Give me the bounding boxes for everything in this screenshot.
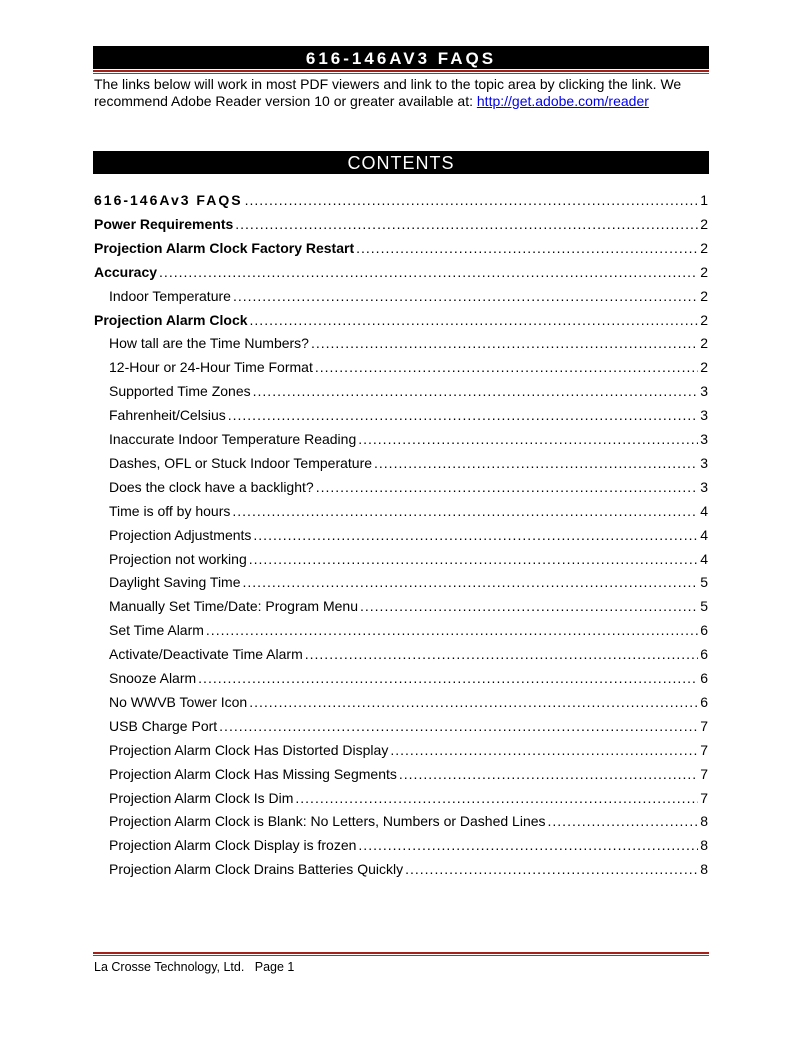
- toc-entry-title: Projection Alarm Clock Factory Restart: [94, 240, 355, 256]
- toc-entry-page: 3: [700, 479, 708, 495]
- toc-entry-title: Projection Alarm Clock Has Distorted Display: [109, 742, 389, 758]
- toc-entry[interactable]: [94, 262, 708, 282]
- footer-rule-dark: [93, 955, 709, 956]
- toc-dot-leader: [360, 596, 698, 616]
- toc-entry[interactable]: [94, 811, 708, 831]
- toc-entry-title: Projection Alarm Clock Display is frozen: [109, 837, 357, 853]
- footer-company: La Crosse Technology, Ltd.: [94, 960, 245, 974]
- toc-dot-leader: [228, 405, 698, 425]
- toc-entry-title: Snooze Alarm: [109, 670, 197, 686]
- toc-entry-title: How tall are the Time Numbers?: [109, 335, 309, 351]
- toc-entry-page: 2: [700, 359, 708, 375]
- toc-entry[interactable]: [94, 596, 708, 616]
- toc-entry-title: 12-Hour or 24-Hour Time Format: [109, 359, 313, 375]
- toc-entry[interactable]: [94, 453, 708, 473]
- footer-page-number: Page 1: [254, 960, 295, 974]
- toc-entry[interactable]: [94, 333, 708, 353]
- toc-dot-leader: [374, 453, 698, 473]
- toc-entry[interactable]: [94, 190, 708, 210]
- intro-text: The links below will work in most PDF viewers and link to the topic area by clicking the link. We recommend Adobe Reader version 10 or greater available at:: [94, 76, 682, 109]
- contents-heading: CONTENTS: [347, 153, 455, 173]
- toc-entry-title: No WWVB Tower Icon: [109, 694, 248, 710]
- toc-dot-leader: [253, 381, 699, 401]
- toc-entry-page: 3: [700, 383, 708, 399]
- toc-entry[interactable]: [94, 238, 708, 258]
- toc-entry[interactable]: [94, 525, 708, 545]
- toc-entry-page: 7: [700, 766, 708, 782]
- toc-entry-page: 6: [700, 622, 708, 638]
- toc-dot-leader: [219, 716, 698, 736]
- toc-dot-leader: [235, 214, 698, 234]
- intro-paragraph: [94, 76, 714, 109]
- toc-entry[interactable]: [94, 477, 708, 497]
- toc-dot-leader: [243, 572, 699, 592]
- toc-entry-page: 7: [700, 742, 708, 758]
- toc-dot-leader: [315, 357, 698, 377]
- toc-entry-page: 3: [700, 431, 708, 447]
- toc-entry-page: 2: [700, 288, 708, 304]
- toc-entry[interactable]: [94, 405, 708, 425]
- toc-entry-page: 7: [700, 790, 708, 806]
- toc-entry[interactable]: [94, 501, 708, 521]
- toc-entry[interactable]: [94, 286, 708, 306]
- toc-entry[interactable]: [94, 716, 708, 736]
- toc-entry-title: Projection Alarm Clock is Blank: No Letters, Numbers or Dashed Lines: [109, 813, 546, 829]
- toc-dot-leader: [198, 668, 698, 688]
- toc-entry-page: 4: [700, 503, 708, 519]
- toc-entry-title: USB Charge Port: [109, 718, 218, 734]
- toc-entry-page: 6: [700, 670, 708, 686]
- toc-entry-title: Does the clock have a backlight?: [109, 479, 314, 495]
- document-title-bar: [93, 46, 709, 69]
- toc-entry[interactable]: [94, 214, 708, 234]
- adobe-reader-link[interactable]: http://get.adobe.com/reader: [476, 92, 649, 109]
- toc-entry-page: 6: [700, 694, 708, 710]
- toc-entry[interactable]: [94, 381, 708, 401]
- toc-entry[interactable]: [94, 835, 708, 855]
- toc-entry-page: 4: [700, 551, 708, 567]
- page-footer: [94, 960, 294, 974]
- toc-entry-page: 2: [700, 240, 708, 256]
- toc-dot-leader: [356, 238, 698, 258]
- toc-entry-title: Dashes, OFL or Stuck Indoor Temperature: [109, 455, 373, 471]
- toc-entry[interactable]: [94, 357, 708, 377]
- toc-entry-title: Power Requirements: [94, 216, 234, 232]
- toc-entry-page: 8: [700, 813, 708, 829]
- toc-entry[interactable]: [94, 692, 708, 712]
- footer-rule-red: [93, 952, 709, 954]
- toc-dot-leader: [358, 835, 698, 855]
- toc-entry-title: Projection Alarm Clock Has Missing Segments: [109, 766, 397, 782]
- toc-dot-leader: [249, 692, 698, 712]
- document-title: 616-146AV3 FAQS: [305, 49, 497, 68]
- toc-entry[interactable]: [94, 788, 708, 808]
- toc-dot-leader: [249, 549, 698, 569]
- toc-entry-page: 2: [700, 312, 708, 328]
- toc-dot-leader: [206, 620, 698, 640]
- toc-entry-page: 1: [700, 192, 708, 208]
- toc-entry[interactable]: [94, 740, 708, 760]
- toc-dot-leader: [250, 310, 699, 330]
- toc-entry-page: 5: [700, 598, 708, 614]
- title-underline-dark: [93, 73, 709, 74]
- toc-dot-leader: [295, 788, 698, 808]
- toc-entry[interactable]: [94, 572, 708, 592]
- toc-dot-leader: [232, 501, 698, 521]
- toc-dot-leader: [358, 429, 698, 449]
- toc-entry[interactable]: [94, 644, 708, 664]
- toc-entry-title: Projection Alarm Clock Is Dim: [109, 790, 294, 806]
- toc-entry-title: Inaccurate Indoor Temperature Reading: [109, 431, 357, 447]
- toc-entry-title: Time is off by hours: [109, 503, 231, 519]
- toc-entry-title: Projection Alarm Clock Drains Batteries Quickly: [109, 861, 404, 877]
- toc-entry[interactable]: [94, 429, 708, 449]
- toc-entry[interactable]: [94, 859, 708, 879]
- toc-entry-title: Supported Time Zones: [109, 383, 251, 399]
- toc-entry-title: Manually Set Time/Date: Program Menu: [109, 598, 358, 614]
- toc-entry-title: Daylight Saving Time: [109, 574, 241, 590]
- toc-dot-leader: [316, 477, 699, 497]
- toc-dot-leader: [245, 190, 699, 210]
- toc-entry[interactable]: [94, 764, 708, 784]
- toc-entry[interactable]: [94, 620, 708, 640]
- toc-entry-page: 2: [700, 264, 708, 280]
- toc-entry-page: 3: [700, 455, 708, 471]
- toc-entry[interactable]: [94, 668, 708, 688]
- toc-entry-title: Indoor Temperature: [109, 288, 231, 304]
- toc-entry-title: Activate/Deactivate Time Alarm: [109, 646, 303, 662]
- toc-entry-page: 7: [700, 718, 708, 734]
- toc-entry-page: 3: [700, 407, 708, 423]
- toc-dot-leader: [548, 811, 699, 831]
- toc-dot-leader: [159, 262, 698, 282]
- toc-entry-title: Projection Adjustments: [109, 527, 252, 543]
- toc-entry-title: Fahrenheit/Celsius: [109, 407, 226, 423]
- title-underline-red: [93, 70, 709, 72]
- toc-entry[interactable]: [94, 310, 708, 330]
- toc-dot-leader: [253, 525, 698, 545]
- toc-entry-title: Set Time Alarm: [109, 622, 204, 638]
- toc-entry-title: Accuracy: [94, 264, 158, 280]
- toc-entry-page: 8: [700, 861, 708, 877]
- toc-dot-leader: [305, 644, 698, 664]
- toc-dot-leader: [405, 859, 698, 879]
- toc-entry-page: 2: [700, 335, 708, 351]
- toc-dot-leader: [233, 286, 698, 306]
- toc-entry[interactable]: [94, 549, 708, 569]
- toc-entry-title: 616-146Av3 FAQS: [94, 192, 243, 208]
- toc-dot-leader: [399, 764, 698, 784]
- toc-entry-page: 6: [700, 646, 708, 662]
- toc-dot-leader: [311, 333, 698, 353]
- toc-dot-leader: [390, 740, 698, 760]
- toc-entry-title: Projection Alarm Clock: [94, 312, 248, 328]
- toc-entry-page: 5: [700, 574, 708, 590]
- toc-entry-page: 4: [700, 527, 708, 543]
- toc-entry-page: 2: [700, 216, 708, 232]
- contents-heading-bar: [93, 151, 709, 174]
- toc-entry-page: 8: [700, 837, 708, 853]
- toc-entry-title: Projection not working: [109, 551, 247, 567]
